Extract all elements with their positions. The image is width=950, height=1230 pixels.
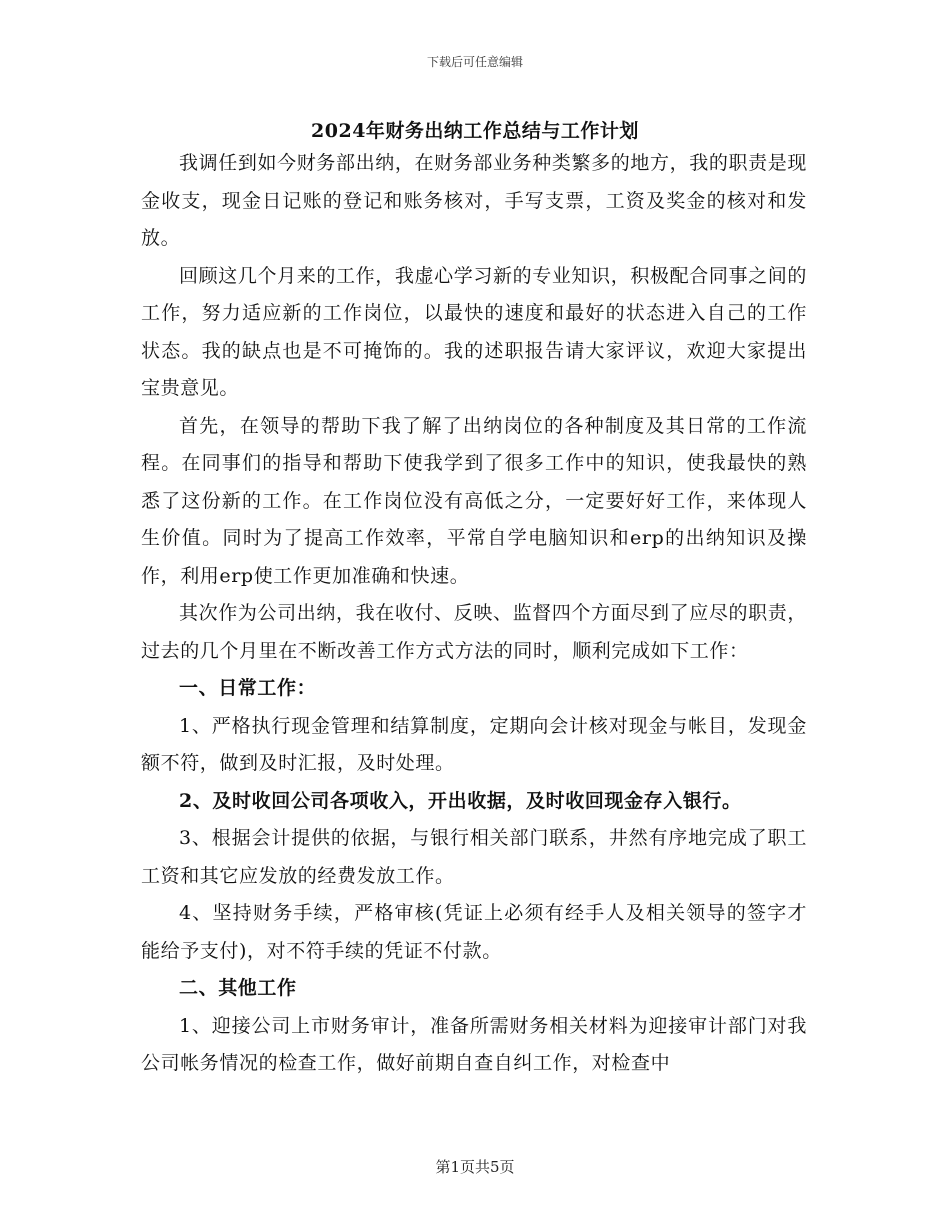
section-heading-other-work: 二、其他工作 xyxy=(179,977,297,999)
document-title: 2024年财务出纳工作总结与工作计划 xyxy=(311,120,639,142)
list-item-3: 3、根据会计提供的依据，与银行相关部门联系，井然有序地完成了职工工资和其它应发放的经费发放工作。 xyxy=(141,827,807,887)
list-item-2: 2、及时收回公司各项收入，开出收据，及时收回现金存入银行。 xyxy=(179,789,742,812)
document-body xyxy=(141,145,807,1083)
list-item-1: 1、严格执行现金管理和结算制度，定期向会计核对现金与帐目，发现金额不符，做到及时汇报，及时处理。 xyxy=(141,714,807,774)
page-number: 第1页共5页 xyxy=(435,1158,515,1176)
section-heading-daily-work: 一、日常工作： xyxy=(179,677,317,699)
list-item-4: 4、坚持财务手续，严格审核(凭证上必须有经手人及相关领导的签字才能给予支付)，对不符手续的凭证不付款。 xyxy=(141,902,807,962)
paragraph-first: 首先，在领导的帮助下我了解了出纳岗位的各种制度及其日常的工作流程。在同事们的指导和帮助下使我学到了很多工作中的知识，使我最快的熟悉了这份新的工作。在工作岗位没有高低之分，一定要好好工作，来体现人生价值。同时为了提高工作效率，平常自学电脑知识和erp的出纳知识及操作，利用erp使工作更加准确和快速。 xyxy=(141,414,807,587)
paragraph-review: 回顾这几个月来的工作，我虚心学习新的专业知识，积极配合同事之间的工作，努力适应新的工作岗位，以最快的速度和最好的状态进入自己的工作状态。我的缺点也是不可掩饰的。我的述职报告请大家评议，欢迎大家提出宝贵意见。 xyxy=(141,264,807,399)
download-note: 下载后可任意编辑 xyxy=(426,55,523,69)
paragraph-intro: 我调任到如今财务部出纳，在财务部业务种类繁多的地方，我的职责是现金收支，现金日记账的登记和账务核对，手写支票，工资及奖金的核对和发放。 xyxy=(141,152,807,249)
paragraph-second: 其次作为公司出纳，我在收付、反映、监督四个方面尽到了应尽的职责，过去的几个月里在不断改善工作方式方法的同时，顺利完成如下工作： xyxy=(141,602,807,662)
other-item-1: 1、迎接公司上市财务审计，准备所需财务相关材料为迎接审计部门对我公司帐务情况的检查工作，做好前期自查自纠工作，对检查中 xyxy=(141,1014,807,1074)
